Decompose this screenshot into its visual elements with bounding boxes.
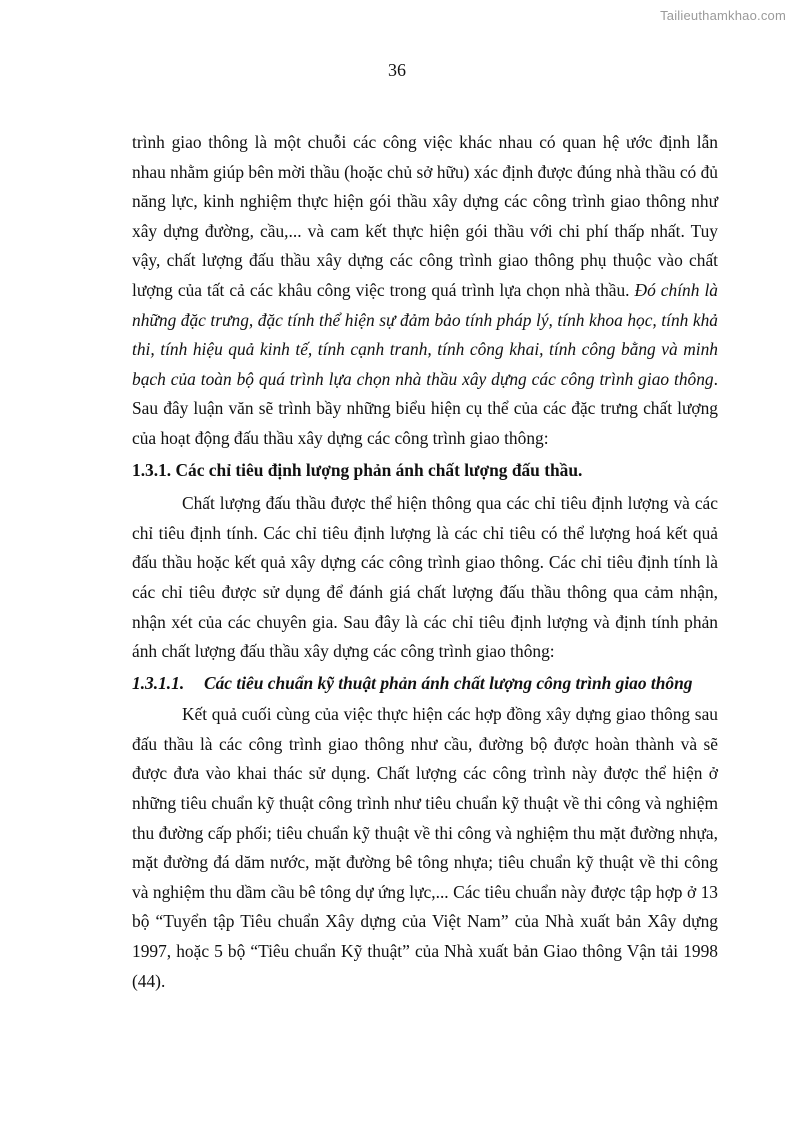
paragraph-intro-text-end: . Sau đây luận văn sẽ trình bầy những biểu hiện cụ thể của các đặc trưng chất lượng của hoạt động đấu thầu xây dựng các công trình giao thông: bbox=[132, 368, 718, 448]
watermark: Tailieuthamkhao.com bbox=[660, 8, 786, 23]
subsection-title: Các tiêu chuẩn kỹ thuật phản ánh chất lượng công trình giao thông bbox=[204, 672, 693, 693]
subsection-heading-1-3-1-1 bbox=[132, 669, 718, 699]
paragraph-indicators: Chất lượng đấu thầu được thể hiện thông qua các chỉ tiêu định lượng và các chỉ tiêu định tính. Các chỉ tiêu định lượng là các chỉ tiêu có thể lượng hoá kết quả đấu thầu hoặc kết quả xây dựng các công trình giao thông. Các chỉ tiêu định tính là các chỉ tiêu được sử dụng để đánh giá chất lượng đấu thầu thông qua cảm nhận, nhận xét của các chuyên gia. Sau đây là các chỉ tiêu định lượng và định tính phản ánh chất lượng đấu thầu xây dựng các công trình giao thông: bbox=[132, 493, 718, 662]
paragraph-intro-italic: Đó chính là những đặc trưng, đặc tính thể hiện sự đảm bảo tính pháp lý, tính khoa học, tính khả thi, tính hiệu quả kinh tế, tính cạnh tranh, tính công khai, tính công bằng và minh bạch của toàn bộ quá trình lựa chọn nhà thầu xây dựng các công trình giao thông bbox=[132, 279, 718, 389]
paragraph-intro bbox=[132, 128, 718, 454]
page-number: 36 bbox=[388, 60, 406, 80]
document-body bbox=[132, 128, 718, 996]
paragraph-technical-standards: Kết quả cuối cùng của việc thực hiện các hợp đồng xây dựng giao thông sau đấu thầu là các công trình giao thông như cầu, đường bộ được hoàn thành và sẽ được đưa vào khai thác sử dụng. Chất lượng các công trình này được thể hiện ở những tiêu chuẩn kỹ thuật công trình như tiêu chuẩn kỹ thuật về thi công và nghiệm thu đường cấp phối; tiêu chuẩn kỹ thuật về thi công và nghiệm thu mặt đường nhựa, mặt đường đá dăm nước, mặt đường bê tông nhựa; tiêu chuẩn kỹ thuật về thi công và nghiệm thu dầm cầu bê tông dự ứng lực,... Các tiêu chuẩn này được tập hợp ở 13 bộ “Tuyển tập Tiêu chuẩn Xây dựng của Việt Nam” của Nhà xuất bản Xây dựng 1997, hoặc 5 bộ “Tiêu chuẩn Kỹ thuật” của Nhà xuất bản Giao thông Vận tải 1998 (44). bbox=[132, 704, 718, 991]
subsection-number: 1.3.1.1. bbox=[132, 672, 185, 693]
paragraph-intro-text: trình giao thông là một chuỗi các công việc khác nhau có quan hệ ước định lẫn nhau nhằm giúp bên mời thầu (hoặc chủ sở hữu) xác định được đúng nhà thầu có đủ năng lực, kinh nghiệm thực hiện gói thầu xây dựng các công trình giao thông như xây dựng đường, cầu,... và cam kết thực hiện gói thầu với chi phí thấp nhất. Tuy vậy, chất lượng đấu thầu xây dựng các công trình giao thông phụ thuộc vào chất lượng của tất cả các khâu công việc trong quá trình lựa chọn nhà thầu. bbox=[132, 132, 718, 300]
section-heading-1-3-1: 1.3.1. Các chỉ tiêu định lượng phản ánh chất lượng đấu thầu. bbox=[132, 459, 583, 480]
